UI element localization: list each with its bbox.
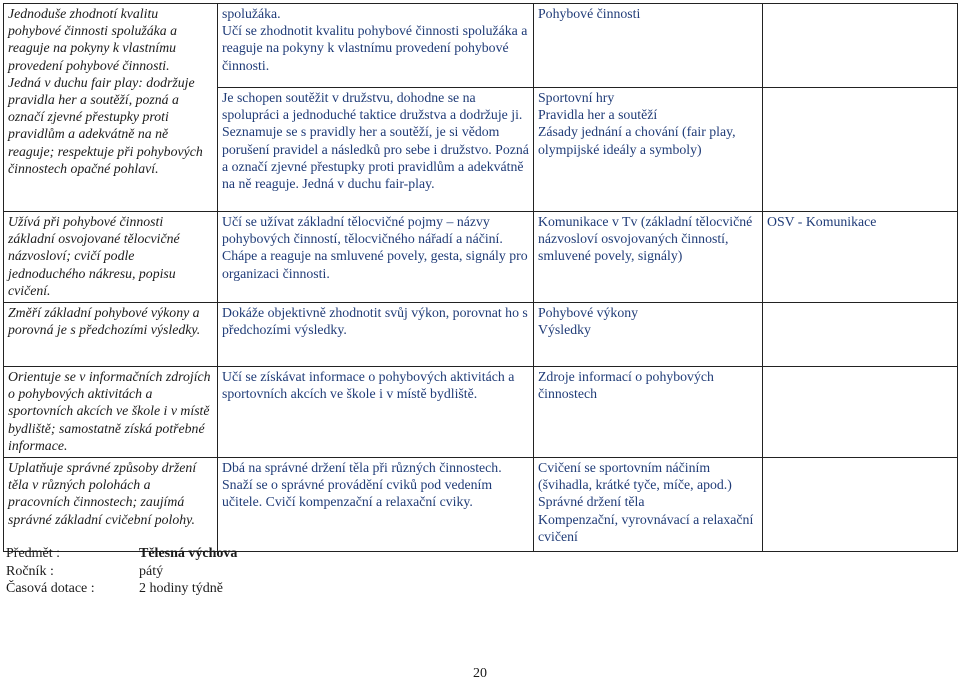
subject-row (6, 545, 237, 563)
expected-outcomes-cell (4, 4, 218, 212)
outcome-text: Změří základní pohybové výkony a porovná je s předchozími výsledky. (8, 305, 201, 338)
outcome-text: spolužáka. (222, 6, 281, 21)
content-text: Kompenzační, vyrovnávací a relaxační cvičení (538, 511, 754, 544)
grade-row (6, 563, 237, 581)
outcome-text: Učí se zhodnotit kvalitu pohybové činnosti spolužáka a reaguje na pokyny k vlastnímu provedení pohybové činnosti. (222, 23, 528, 73)
expected-outcomes-cell (4, 303, 218, 367)
table-row (4, 212, 958, 303)
content-text: Zásady jednání a chování (fair play, olympijské ideály a symboly) (538, 124, 736, 157)
school-outcomes-cell (218, 212, 534, 303)
curriculum-content-cell (534, 212, 763, 303)
subject-label: Předmět : (6, 546, 61, 561)
table-row (4, 303, 958, 367)
curriculum-content-cell (534, 88, 763, 212)
grade-value: pátý (139, 563, 164, 579)
table-row (4, 4, 958, 88)
outcome-text: Učí se užívat základní tělocvičné pojmy – názvy pohybových činností, tělocvičného nářadí a náčiní. Chápe a reaguje na smluvené povely, gesta, signály pro organizaci činnosti. (222, 214, 528, 281)
outcome-text: Dbá na správné držení těla při různých činnostech. Snaží se o správné provádění cviků pod vedením učitele. Cvičí kompenzační a relaxační cviky. (222, 460, 502, 510)
content-text: Komunikace v Tv (základní tělocvičné názvosloví osvojovaných činností, smluvené povely, signály) (538, 214, 753, 264)
school-outcomes-cell (218, 88, 534, 212)
outcome-text: Je schopen soutěžit v družstvu, dohodne se na spolupráci a jednoduché taktice družstva a dodržuje ji. Seznamuje se s pravidly her a soutěží, je si vědom porušení pravidel a následků pro sebe i družstvo. Pozná a označí zjevné přestupky proti pravidlům a adekvátně na ně reaguje. Jedná v duchu fair-play. (222, 90, 529, 192)
cross-cutting-theme-cell (763, 88, 958, 212)
subject-info (6, 545, 237, 598)
table-row (4, 458, 958, 552)
school-outcomes-cell (218, 303, 534, 367)
outcome-text: Dokáže objektivně zhodnotit svůj výkon, porovnat ho s předchozími výsledky. (222, 305, 528, 338)
table-row (4, 367, 958, 458)
outcome-text: Učí se získávat informace o pohybových aktivitách a sportovních akcích ve škole i v místě bydliště. (222, 369, 515, 402)
expected-outcomes-cell (4, 212, 218, 303)
outcome-text: Orientuje se v informačních zdrojích o pohybových aktivitách a sportovních akcích ve škole i v místě bydliště; samostatně získá potřebné informace. (8, 369, 211, 453)
cross-cutting-theme-cell (763, 367, 958, 458)
outcome-text: Uplatňuje správné způsoby držení těla v různých polohách a pracovních činnostech; zaujímá správné základní cvičební polohy. (8, 460, 197, 527)
content-text: Pravidla her a soutěží (538, 107, 658, 123)
school-outcomes-cell (218, 4, 534, 88)
time-allocation-label: Časová dotace : (6, 581, 95, 596)
curriculum-content-cell (534, 303, 763, 367)
expected-outcomes-cell (4, 458, 218, 552)
curriculum-content-cell (534, 458, 763, 552)
content-text: Zdroje informací o pohybových činnostech (538, 369, 714, 402)
page-number: 20 (473, 666, 487, 681)
curriculum-table (3, 3, 958, 552)
curriculum-content-cell (534, 4, 763, 88)
content-text: Pohybové činnosti (538, 6, 641, 21)
cross-cutting-theme-cell (763, 303, 958, 367)
time-allocation-value: 2 hodiny týdně (139, 581, 223, 596)
cross-cutting-theme-cell (763, 4, 958, 88)
school-outcomes-cell (218, 367, 534, 458)
content-text: Sportovní hry (538, 90, 615, 105)
expected-outcomes-cell (4, 367, 218, 458)
outcome-text: Jednoduše zhodnotí kvalitu pohybové činnosti spolužáka a reaguje na pokyny k vlastnímu provedení pohybové činnosti. (8, 6, 177, 73)
outcome-text: Užívá při pohybové činnosti základní osvojované tělocvičné názvosloví; cvičí podle jednoduchého nákresu, popisu cvičení. (8, 214, 180, 298)
school-outcomes-cell (218, 458, 534, 552)
content-text: Pohybové výkony (538, 305, 639, 321)
content-text: Správné držení těla (538, 494, 645, 510)
theme-text: OSV - Komunikace (767, 214, 877, 229)
curriculum-content-cell (534, 367, 763, 458)
cross-cutting-theme-cell (763, 458, 958, 552)
time-allocation-row (6, 580, 237, 598)
content-text: Cvičení se sportovním náčiním (švihadla, krátké tyče, míče, apod.) (538, 460, 732, 493)
grade-label: Ročník : (6, 563, 54, 579)
cross-cutting-theme-cell (763, 212, 958, 303)
content-text: Výsledky (538, 322, 591, 338)
outcome-text: Jedná v duchu fair play: dodržuje pravidla her a soutěží, pozná a označí zjevné přestupky proti pravidlům a adekvátně na ně reaguje; respektuje při pohybových činnostech opačné pohlaví. (8, 74, 203, 176)
subject-value: Tělesná výchova (139, 546, 238, 561)
